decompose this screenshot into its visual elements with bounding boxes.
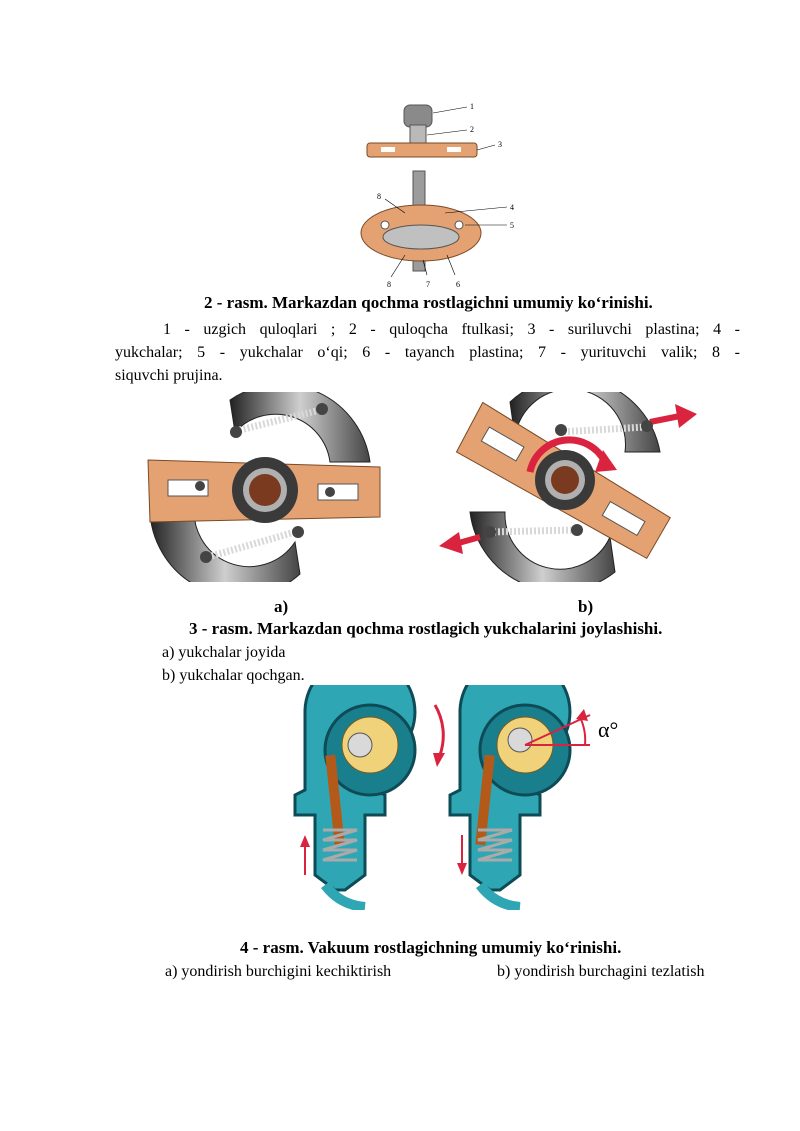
- figure-3b-illustration: [435, 392, 700, 582]
- figure-4-item-a: a) yondirish burchigini kechiktirish: [165, 963, 392, 980]
- callout-3: 3: [498, 140, 502, 149]
- figure-4a-illustration: [285, 685, 445, 910]
- angle-label: α°: [598, 717, 619, 742]
- callout-8-bottom: 8: [387, 280, 391, 289]
- figure-4-caption: 4 - rasm. Vakuum rostlagichning umumiy ko‘rinishi.: [240, 938, 622, 957]
- callout-2: 2: [470, 125, 474, 134]
- figure-3-item-b: b) yukchalar qochgan.: [162, 667, 305, 684]
- callout-7: 7: [426, 280, 430, 289]
- figure-4b-illustration: [440, 685, 640, 910]
- figure-3-item-a: a) yukchalar joyida: [162, 644, 286, 661]
- figure-2-illustration: [355, 95, 525, 290]
- figure-3-label-b: b): [578, 597, 594, 616]
- figure-2-legend-line-1: 1 - uzgich quloqlari ; 2 - quloqcha ftulkasi; 3 - suriluvchi plastina; 4 -: [163, 321, 740, 338]
- figure-3-label-a: a): [274, 597, 289, 616]
- figure-3-caption: 3 - rasm. Markazdan qochma rostlagich yukchalarini joylashishi.: [189, 619, 663, 638]
- callout-8-top: 8: [377, 192, 381, 201]
- figure-4-item-b: b) yondirish burchagini tezlatish: [497, 963, 705, 980]
- callout-6: 6: [456, 280, 460, 289]
- callout-1: 1: [470, 102, 474, 111]
- callout-4: 4: [510, 203, 514, 212]
- figure-2-legend-line-3: siquvchi prujina.: [115, 367, 223, 384]
- callout-5: 5: [510, 221, 514, 230]
- figure-3a-illustration: [140, 392, 390, 582]
- figure-2-caption: 2 - rasm. Markazdan qochma rostlagichni umumiy ko‘rinishi.: [204, 293, 653, 312]
- figure-2-legend-line-2: yukchalar; 5 - yukchalar o‘qi; 6 - tayanch plastina; 7 - yurituvchi valik; 8 -: [115, 344, 740, 361]
